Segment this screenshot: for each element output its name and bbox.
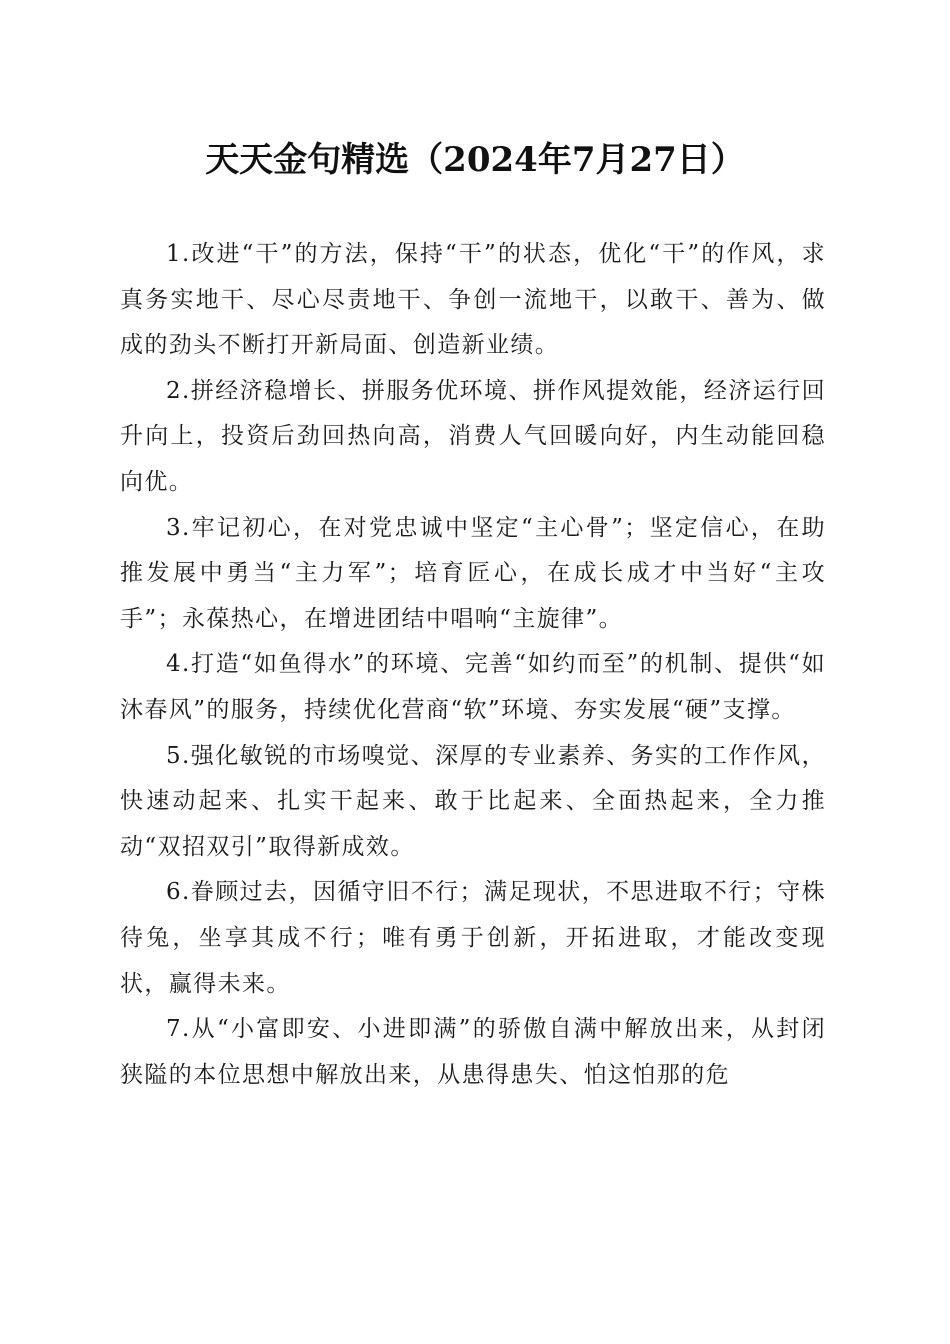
paragraph-6: 6.眷顾过去，因循守旧不行；满足现状，不思进取不行；守株待兔，坐享其成不行；唯有勇于创新，开拓进取，才能改变现状，赢得未来。 <box>120 879 826 997</box>
paragraph-4: 4.打造“如鱼得水”的环境、完善“如约而至”的机制、提供“如沐春风”的服务，持续优化营商“软”环境、夯实发展“硬”支撑。 <box>120 651 826 723</box>
paragraph-3: 3.牢记初心，在对党忠诚中坚定“主心骨”；坚定信心，在助推发展中勇当“主力军”；培育匠心，在成长成才中当好“主攻手”；永葆热心，在增进团结中唱响“主旋律”。 <box>120 514 826 632</box>
paragraph-5: 5.强化敏锐的市场嗅觉、深厚的专业素养、务实的工作作风，快速动起来、扎实干起来、敢于比起来、全面热起来，全力推动“双招双引”取得新成效。 <box>120 742 826 860</box>
page-title: 天天金句精选（2024年7月27日） <box>205 140 745 180</box>
paragraph-7: 7.从“小富即安、小进即满”的骄傲自满中解放出来，从封闭狭隘的本位思想中解放出来，从患得患失、怕这怕那的危 <box>120 1016 826 1088</box>
document-body <box>120 232 826 1098</box>
paragraph-2: 2.拼经济稳增长、拼服务优环境、拼作风提效能，经济运行回升向上，投资后劲回热向高，消费人气回暖向好，内生动能回稳向优。 <box>120 377 826 495</box>
paragraph-1: 1.改进“干”的方法，保持“干”的状态，优化“干”的作风，求真务实地干、尽心尽责地干、争创一流地干，以敢干、善为、做成的劲头不断打开新局面、创造新业绩。 <box>120 241 826 359</box>
